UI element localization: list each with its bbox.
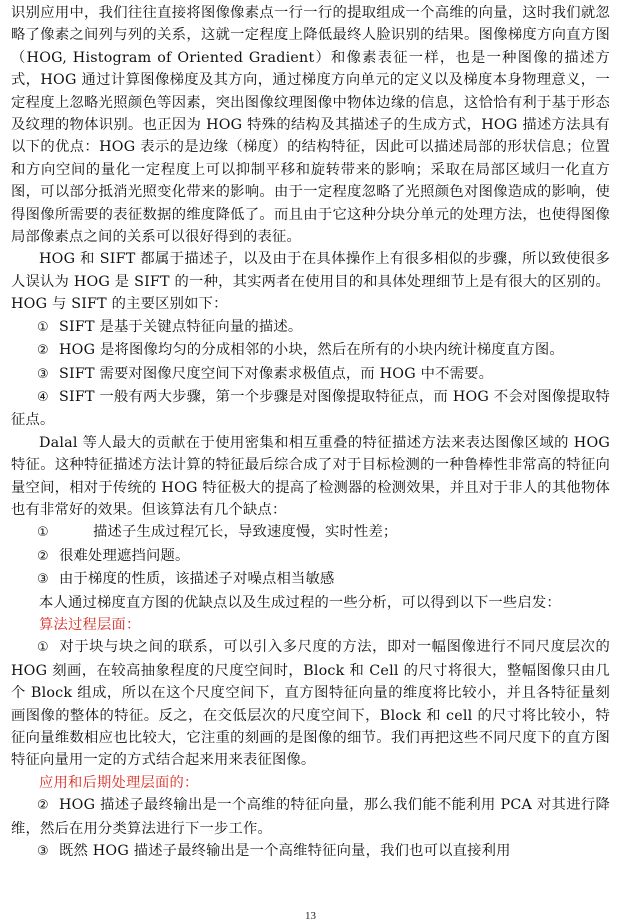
item-text: SIFT 一般有两大步骤，第一个步骤是对图像提取特征点，而 HOG 不会对图像提取特征点。 — [11, 388, 610, 429]
item-number: ① — [37, 525, 49, 541]
list-item — [11, 545, 610, 568]
item-number: ③ — [37, 844, 49, 860]
differences-list — [11, 316, 610, 432]
item-text: HOG 描述子最终输出是一个高维的特征向量，那么我们能不能利用 PCA 对其进行降维，然后在用分类算法进行下一步工作。 — [11, 797, 610, 837]
list-item — [11, 521, 610, 544]
item-number: ④ — [37, 389, 49, 405]
item-number: ② — [37, 548, 49, 564]
item-text: 很难处理遮挡问题。 — [59, 547, 190, 564]
hog-sift-paragraph: HOG 和 SIFT 都属于描述子，以及由于在具体操作上有很多相似的步骤，所以致使很多人误认为 HOG 是 SIFT 的一种，其实两者在使用目的和具体处理细节上是有很大的区别的。HOG 与 SIFT 的主要区别如下： — [11, 251, 610, 313]
drawbacks-list — [11, 521, 610, 591]
item-text: 既然 HOG 描述子最终输出是一个高维特征向量，我们也可以直接利用 — [59, 843, 511, 860]
application-item — [11, 794, 610, 840]
item-number: ② — [37, 343, 49, 359]
list-item — [11, 316, 610, 339]
item-text: 描述子生成过程冗长，导致速度慢，实时性差； — [93, 524, 398, 541]
item-number: ① — [37, 319, 49, 335]
algorithm-heading: 算法过程层面： — [39, 616, 141, 633]
intro-paragraph: 识别应用中，我们往往直接将图像像素点一行一行的提取组成一个高维的向量，这时我们就忽略了像素之间列与列的关系，这就一定程度上降低最终人脸识别的结果。图像梯度方向直方图（HOG, Histogram of Oriented Gradient）和像素表征一样，也是一种图像的描述方式，HOG 通过计算图像梯度及其方向，通过梯度方向单元的定义以及梯度本身物理意义，一定程度上忽略光照颜色等因素，突出图像纹理图像中物体边缘的信息，这恰恰有利于基于形态及纹理的物体识别。也正因为 HOG 特殊的结构及其描述子的生成方式，HOG 描述方法具有以下的优点：HOG 表示的是边缘（梯度）的结构特征，因此可以描述局部的形状信息；位置和方向空间的量化一定程度上可以抑制平移和旋转带来的影响；采取在局部区域归一化直方图，可以部分抵消光照变化带来的影响。由于一定程度忽略了光照颜色对图像造成的影响，使得图像所需要的表征数据的维度降低了。而且由于它这种分块分单元的处理方法，也使得图像局部像素点之间的关系可以很好得到的表征。 — [11, 5, 610, 246]
list-item — [11, 568, 610, 591]
item-number: ① — [37, 640, 49, 656]
item-text: SIFT 是基于关键点特征向量的描述。 — [59, 318, 303, 335]
item-text: 对于块与块之间的联系，可以引入多尺度的方法，即对一幅图像进行不同尺度层次的 HOG 刻画，在较高抽象程度的尺度空间时，Block 和 Cell 的尺寸将很大，整幅图像只由几个 Block 组成，所以在这个尺度空间下，直方图特征向量的维度将比较小，并且各特征量刻画图像的整体的特征。反之，在交低层次的尺度空间下，Block 和 cell 的尺寸将比较小，特征向量维数相应也比较大，它注重的刻画的是图像的细节。我们再把这些不同尺度下的直方图特征向量用一定的方式结合起来用来表征图像。 — [11, 639, 610, 769]
algorithm-item — [11, 636, 610, 771]
page-number: 13 — [305, 910, 316, 922]
item-text: HOG 是将图像均匀的分成相邻的小块，然后在所有的小块内统计梯度直方图。 — [59, 342, 564, 359]
item-text: SIFT 需要对图像尺度空间下对像素求极值点，而 HOG 中不需要。 — [59, 365, 494, 382]
document-page — [11, 2, 610, 863]
application-heading: 应用和后期处理层面的： — [39, 774, 199, 791]
inspiration-paragraph: 本人通过梯度直方图的优缺点以及生成过程的一些分析，可以得到以下一些启发： — [39, 594, 561, 611]
item-number: ③ — [37, 366, 49, 382]
item-number: ③ — [37, 572, 49, 588]
list-item — [11, 339, 610, 362]
list-item — [11, 363, 610, 386]
item-number: ② — [37, 798, 49, 814]
dalal-paragraph: Dalal 等人最大的贡献在于使用密集和相互重叠的特征描述方法来表达图像区域的 HOG 特征。这种特征描述方法计算的特征最后综合成了对于目标检测的一种鲁棒性非常高的特征向量空间，相对于传统的 HOG 特征极大的提高了检测器的检测效果，并且对于非人的其他物体也有非常好的效果。但该算法有几个缺点： — [11, 434, 610, 518]
item-text: 由于梯度的性质，该描述子对噪点相当敏感 — [59, 571, 335, 588]
application-item — [11, 840, 610, 863]
list-item — [11, 386, 610, 432]
